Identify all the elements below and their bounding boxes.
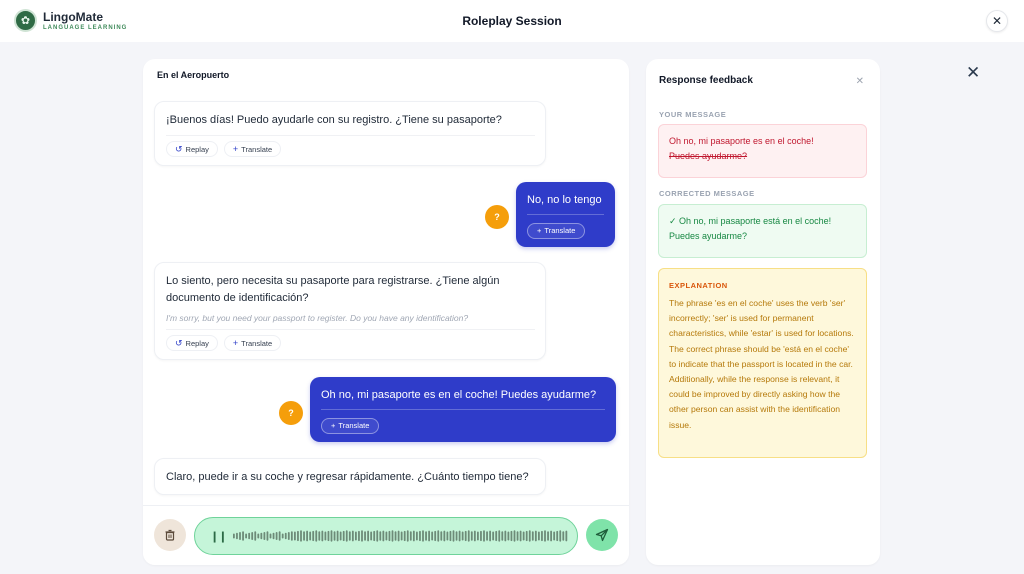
waveform-bar (382, 531, 384, 542)
waveform-bar (465, 531, 467, 541)
waveform-bar (248, 533, 250, 540)
waveform-bar (343, 531, 345, 541)
message-text: Lo siento, pero necesita su pasaporte para registrarse. ¿Tiene algún documento de identificación? (166, 275, 500, 304)
waveform-bar (520, 531, 522, 542)
waveform-bar (471, 531, 473, 541)
waveform-bar (504, 531, 506, 542)
plus-icon: + (232, 144, 239, 154)
waveform-bar (489, 531, 491, 542)
original-message-box (658, 124, 867, 178)
pause-icon[interactable]: ❙❙ (210, 531, 227, 543)
waveform-bar (425, 531, 427, 541)
voice-input-bar (143, 505, 629, 565)
close-icon: ✕ (966, 63, 981, 82)
feedback-badge[interactable]: ? (485, 205, 509, 229)
waveform-bar (285, 533, 287, 540)
explanation-label: EXPLANATION (669, 281, 728, 290)
waveform-bar (501, 531, 503, 541)
translate-button[interactable]: + Translate (224, 335, 281, 351)
trash-icon (164, 529, 176, 541)
waveform-bar (404, 531, 406, 541)
waveform-bar (233, 534, 235, 539)
waveform-bar (282, 534, 284, 539)
message-translation: I'm sorry, but you need your passport to register. Do you have any identification? (166, 313, 469, 323)
page-title: Roleplay Session (462, 14, 562, 28)
plus-icon: + (331, 421, 336, 430)
corrected-message-label: CORRECTED MESSAGE (659, 189, 755, 198)
corrected-message-line2: Puedes ayudarme? (669, 231, 748, 241)
original-message-line2: Puedes ayudarme? (669, 151, 748, 161)
waveform-bar (440, 531, 442, 541)
waveform-bar (480, 531, 482, 541)
waveform-bar (492, 532, 494, 541)
waveform-bar (331, 530, 333, 541)
explanation-box (658, 268, 867, 458)
corrected-message-line1: ✓ Oh no, mi pasaporte está en el coche! (669, 216, 832, 226)
waveform-bar (297, 531, 299, 541)
send-button[interactable] (586, 519, 618, 551)
feedback-panel (646, 59, 880, 565)
waveform-bar (260, 533, 262, 540)
waveform-bar (529, 530, 531, 541)
waveform-bar (407, 530, 409, 541)
waveform-bar (279, 531, 281, 541)
waveform-bar (562, 531, 564, 541)
waveform-bar (401, 532, 403, 541)
waveform-bar (315, 530, 317, 541)
waveform-bar (370, 532, 372, 541)
waveform-bar (483, 530, 485, 541)
waveform-bar (242, 531, 244, 541)
waveform-bar (309, 532, 311, 541)
original-message-line1: Oh no, mi pasaporte es en el coche! (669, 136, 814, 146)
waveform-bar (514, 530, 516, 541)
delete-recording-button[interactable] (154, 519, 186, 551)
waveform-bar (270, 534, 272, 539)
translate-button[interactable]: + Translate (527, 223, 585, 239)
waveform-bar (547, 531, 549, 541)
waveform-bar (325, 532, 327, 541)
message-list[interactable] (143, 89, 629, 505)
waveform-bar (459, 531, 461, 542)
waveform-bar (456, 531, 458, 541)
recording-waveform[interactable] (194, 517, 578, 555)
waveform-bar (386, 532, 388, 541)
waveform-bar (257, 534, 259, 539)
waveform-bar (276, 532, 278, 540)
session-close-button[interactable] (986, 10, 1008, 32)
waveform-bar (419, 531, 421, 541)
waveform-bar (334, 531, 336, 541)
waveform-bar (523, 532, 525, 541)
user-message[interactable] (516, 182, 615, 247)
waveform-bar (453, 530, 455, 541)
waveform-bar (340, 532, 342, 541)
close-icon: ✕ (991, 14, 1003, 28)
waveform-bar (392, 530, 394, 541)
waveform-bar (337, 531, 339, 542)
bot-message (154, 101, 546, 166)
waveform-bar (364, 531, 366, 541)
waveform-bar (431, 532, 433, 541)
waveform-bar (291, 531, 293, 541)
waveform-bar (413, 531, 415, 542)
feedback-badge[interactable]: ? (279, 401, 303, 425)
panel-close-button[interactable] (966, 64, 980, 81)
waveform-bar (239, 532, 241, 540)
waveform-bar (477, 532, 479, 541)
waveform-bar (541, 531, 543, 541)
app-tagline: LANGUAGE LEARNING (43, 24, 128, 31)
waveform-bar (511, 531, 513, 541)
waveform-bar (486, 531, 488, 541)
waveform-bar (508, 532, 510, 541)
chat-panel (143, 59, 629, 565)
waveform-bar (300, 530, 302, 541)
waveform-bar (447, 532, 449, 541)
replay-icon: ↺ (175, 143, 183, 154)
waveform-bar (355, 532, 357, 541)
waveform-bar (303, 531, 305, 541)
waveform-bar (474, 531, 476, 542)
waveform-bar (254, 531, 256, 541)
waveform-bar (318, 531, 320, 541)
waveform-bar (550, 531, 552, 542)
waveform-bar (559, 530, 561, 541)
waveform-bar (544, 530, 546, 541)
waveform-bar (352, 531, 354, 542)
waveform-bar (288, 532, 290, 540)
waveform-bar (468, 530, 470, 541)
waveform-bar (434, 531, 436, 541)
user-message[interactable] (310, 377, 616, 442)
app-name: LingoMate (43, 9, 103, 24)
waveform-bar (236, 533, 238, 540)
top-bar (0, 0, 1024, 42)
scenario-title: En el Aeropuerto (157, 70, 230, 80)
waveform-bar (398, 531, 400, 542)
waveform-bar (450, 531, 452, 541)
translate-button[interactable]: + Translate (321, 418, 379, 434)
replay-button[interactable]: ↺ Replay (166, 141, 218, 157)
waveform-bar (389, 531, 391, 541)
waveform-bar (553, 532, 555, 541)
waveform-bar (462, 532, 464, 541)
corrected-message-box (658, 204, 867, 258)
globe-leaf-logo-icon: ✿ (14, 9, 37, 32)
message-text: No, no lo tengo (527, 194, 602, 206)
explanation-text: The phrase 'es en el coche' uses the verb 'ser' incorrectly; 'ser' is used for permanent characteristics, while 'estar' is used for locations. The correct phrase should be 'está en el coche' to indicate that the passport is located in the car. Additionally, while the response is relevant, it could be improved by directly asking how the other person can assist with the identification issue. (669, 298, 854, 430)
waveform-bar (361, 530, 363, 541)
feedback-title: Response feedback (659, 75, 753, 86)
translate-button[interactable]: + Translate (224, 141, 281, 157)
waveform-bar (428, 531, 430, 542)
send-icon (595, 528, 609, 542)
message-text: Oh no, mi pasaporte es en el coche! Puedes ayudarme? (321, 389, 597, 401)
waveform-bar (376, 530, 378, 541)
waveform-bar (346, 530, 348, 541)
waveform-bar (312, 531, 314, 541)
waveform-bar (410, 531, 412, 541)
replay-icon: ↺ (175, 337, 183, 348)
close-icon: ✕ (855, 76, 864, 87)
waveform-bar (532, 531, 534, 541)
waveform-bar (264, 532, 266, 540)
waveform-bar (498, 530, 500, 541)
waveform-bar (538, 532, 540, 541)
waveform-bar (328, 531, 330, 541)
your-message-label: YOUR MESSAGE (659, 110, 727, 119)
waveform-bar (349, 531, 351, 541)
waveform-bar (416, 532, 418, 541)
plus-icon: + (537, 226, 542, 235)
feedback-close-button[interactable] (856, 76, 864, 87)
waveform-bar (437, 530, 439, 541)
waveform-bar (565, 531, 567, 542)
waveform-bar (273, 533, 275, 540)
bot-message (154, 458, 546, 495)
waveform-bar (495, 531, 497, 541)
plus-icon: + (232, 338, 239, 348)
waveform-bar (321, 531, 323, 542)
waveform-bar (395, 531, 397, 541)
waveform-bar (245, 534, 247, 539)
waveform-bar (358, 531, 360, 541)
waveform-bar (535, 531, 537, 542)
waveform-bar (517, 531, 519, 541)
waveform-bar (556, 531, 558, 541)
waveform-bar (443, 531, 445, 542)
waveform-bar (294, 532, 296, 541)
waveform-bar (526, 531, 528, 541)
message-text: ¡Buenos días! Puedo ayudarle con su registro. ¿Tiene su pasaporte? (166, 114, 502, 126)
waveform-bar (267, 531, 269, 541)
waveform-bar (306, 531, 308, 542)
bot-message (154, 262, 546, 360)
waveform-bar (373, 531, 375, 541)
waveform-graphic (231, 526, 571, 546)
waveform-bar (367, 531, 369, 542)
message-text: Claro, puede ir a su coche y regresar rápidamente. ¿Cuánto tiempo tiene? (166, 471, 529, 483)
waveform-bar (251, 532, 253, 540)
waveform-bar (422, 530, 424, 541)
replay-button[interactable]: ↺ Replay (166, 335, 218, 351)
waveform-bar (379, 531, 381, 541)
